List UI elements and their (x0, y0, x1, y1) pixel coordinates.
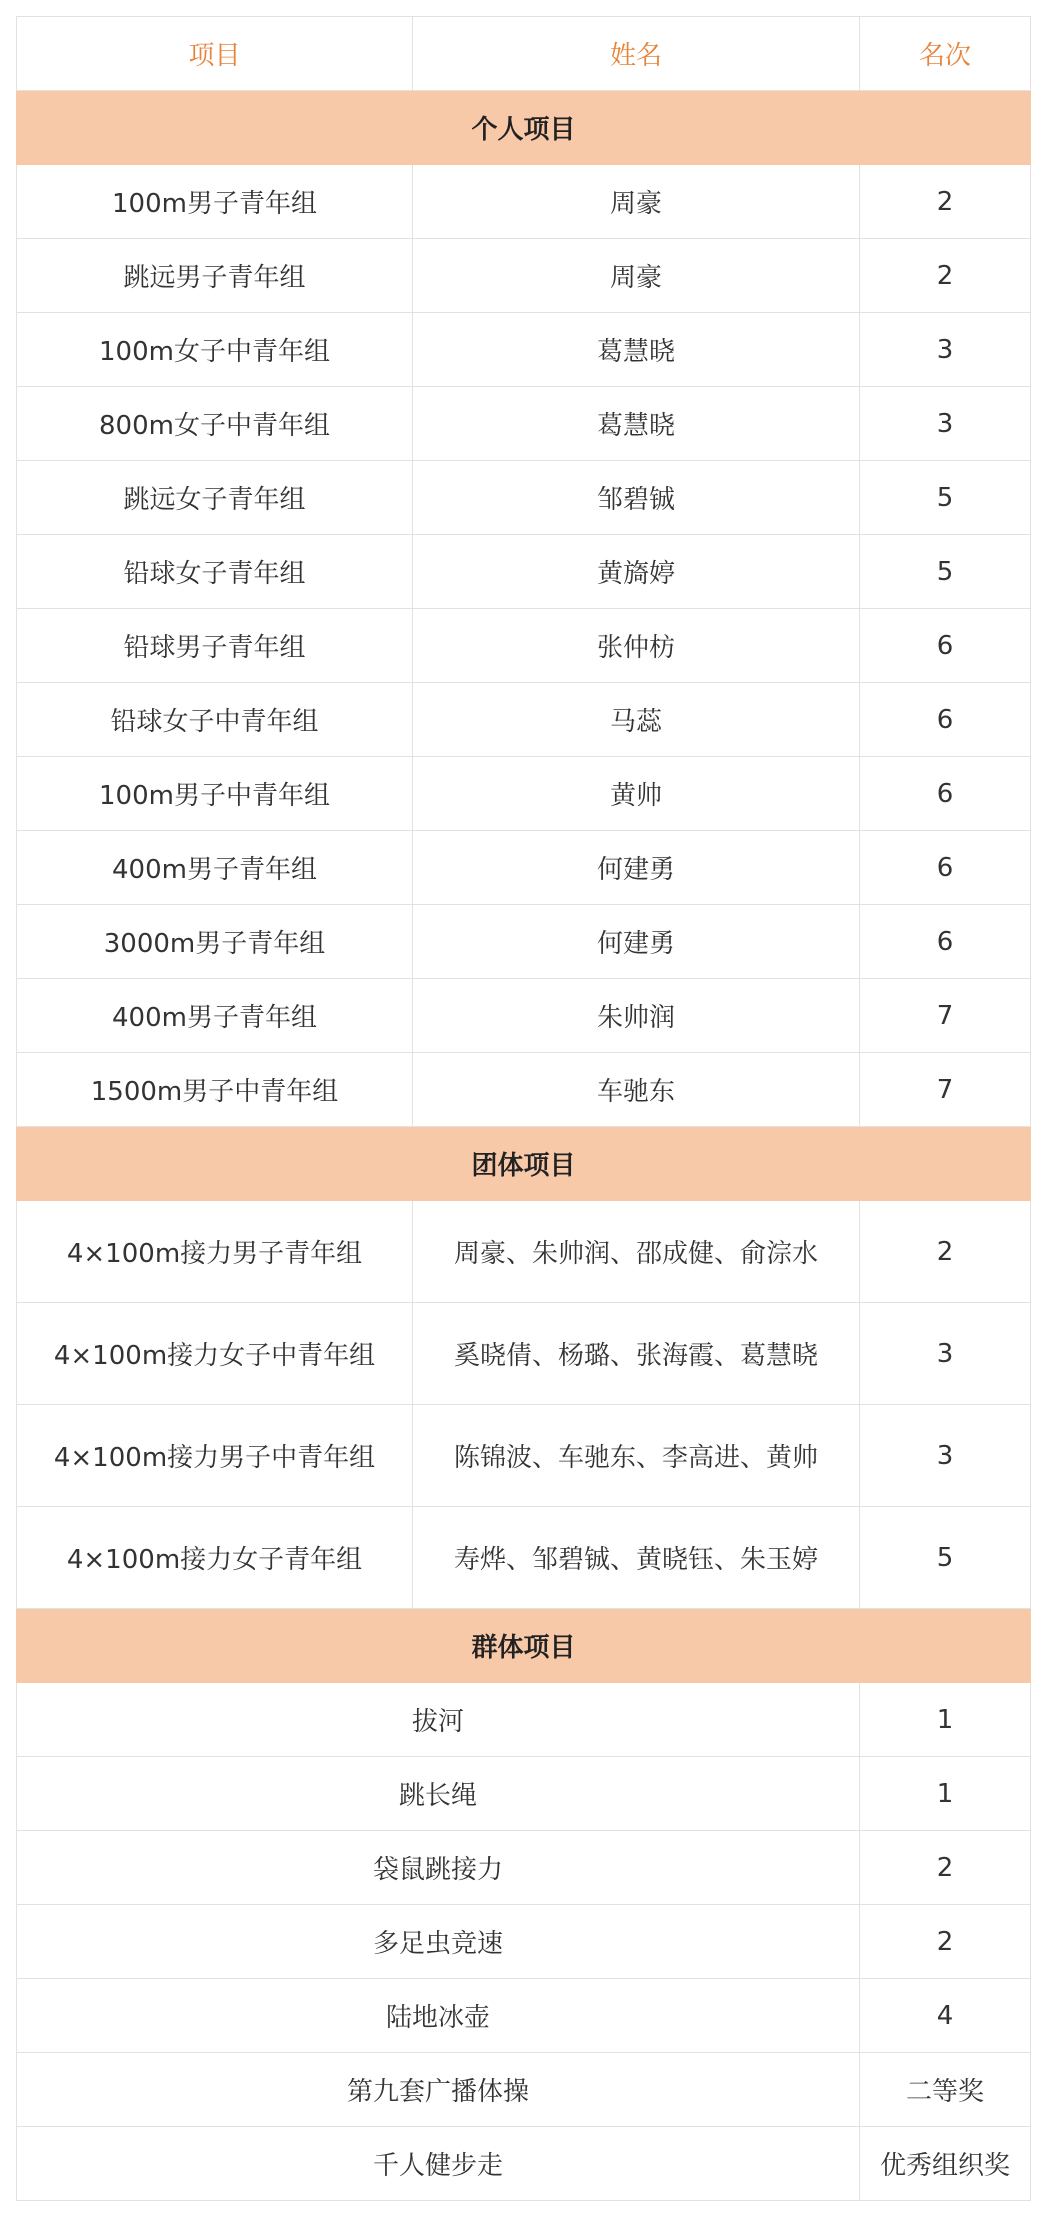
rank-cell: 2 (860, 1905, 1031, 1979)
section-title: 个人项目 (17, 91, 1031, 165)
table-row (17, 1303, 1031, 1405)
name-cell: 张仲枋 (413, 609, 860, 683)
table-row (17, 2127, 1031, 2201)
table-row (17, 609, 1031, 683)
rank-cell: 7 (860, 979, 1031, 1053)
table-row (17, 757, 1031, 831)
event-cell: 千人健步走 (17, 2127, 860, 2201)
name-cell: 马蕊 (413, 683, 860, 757)
rank-cell: 3 (860, 1405, 1031, 1507)
event-cell: 第九套广播体操 (17, 2053, 860, 2127)
rank-cell: 二等奖 (860, 2053, 1031, 2127)
rank-cell: 2 (860, 165, 1031, 239)
table-row (17, 165, 1031, 239)
rank-cell: 3 (860, 387, 1031, 461)
name-cell: 葛慧晓 (413, 313, 860, 387)
rank-cell: 6 (860, 609, 1031, 683)
event-cell: 100m女子中青年组 (17, 313, 413, 387)
rank-cell: 5 (860, 535, 1031, 609)
section-title: 群体项目 (17, 1609, 1031, 1683)
event-cell: 跳远女子青年组 (17, 461, 413, 535)
event-cell: 4×100m接力男子中青年组 (17, 1405, 413, 1507)
results-table (16, 16, 1031, 2201)
header-event: 项目 (17, 17, 413, 91)
section-group (17, 1609, 1031, 1683)
event-cell: 铅球男子青年组 (17, 609, 413, 683)
rank-cell: 5 (860, 461, 1031, 535)
table-row (17, 1757, 1031, 1831)
name-cell: 何建勇 (413, 831, 860, 905)
rank-cell: 3 (860, 313, 1031, 387)
table-row (17, 1831, 1031, 1905)
event-cell: 铅球女子青年组 (17, 535, 413, 609)
event-cell: 800m女子中青年组 (17, 387, 413, 461)
table-row (17, 683, 1031, 757)
table-row (17, 1507, 1031, 1609)
table-row (17, 1201, 1031, 1303)
rank-cell: 2 (860, 239, 1031, 313)
event-cell: 400m男子青年组 (17, 979, 413, 1053)
event-cell: 跳远男子青年组 (17, 239, 413, 313)
rank-cell: 优秀组织奖 (860, 2127, 1031, 2201)
rank-cell: 3 (860, 1303, 1031, 1405)
event-cell: 4×100m接力女子中青年组 (17, 1303, 413, 1405)
header-name: 姓名 (413, 17, 860, 91)
table-row (17, 831, 1031, 905)
event-cell: 4×100m接力男子青年组 (17, 1201, 413, 1303)
table-row (17, 1979, 1031, 2053)
event-cell: 陆地冰壶 (17, 1979, 860, 2053)
name-cell: 寿烨、邹碧铖、黄晓钰、朱玉婷 (413, 1507, 860, 1609)
event-cell: 跳长绳 (17, 1757, 860, 1831)
section-title: 团体项目 (17, 1127, 1031, 1201)
table-row (17, 1905, 1031, 1979)
name-cell: 邹碧铖 (413, 461, 860, 535)
event-cell: 4×100m接力女子青年组 (17, 1507, 413, 1609)
name-cell: 周豪、朱帅润、邵成健、俞淙水 (413, 1201, 860, 1303)
rank-cell: 2 (860, 1831, 1031, 1905)
name-cell: 奚晓倩、杨璐、张海霞、葛慧晓 (413, 1303, 860, 1405)
name-cell: 朱帅润 (413, 979, 860, 1053)
event-cell: 拔河 (17, 1683, 860, 1757)
table-row (17, 1683, 1031, 1757)
table-row (17, 905, 1031, 979)
event-cell: 铅球女子中青年组 (17, 683, 413, 757)
name-cell: 葛慧晓 (413, 387, 860, 461)
table-row (17, 1405, 1031, 1507)
name-cell: 周豪 (413, 165, 860, 239)
rank-cell: 7 (860, 1053, 1031, 1127)
name-cell: 黄帅 (413, 757, 860, 831)
rank-cell: 4 (860, 1979, 1031, 2053)
table-header-row (17, 17, 1031, 91)
table-row (17, 239, 1031, 313)
event-cell: 袋鼠跳接力 (17, 1831, 860, 1905)
rank-cell: 6 (860, 683, 1031, 757)
table-row (17, 387, 1031, 461)
rank-cell: 1 (860, 1757, 1031, 1831)
table-row (17, 2053, 1031, 2127)
name-cell: 周豪 (413, 239, 860, 313)
results-table-container (16, 16, 1030, 2201)
table-row (17, 979, 1031, 1053)
table-row (17, 535, 1031, 609)
rank-cell: 5 (860, 1507, 1031, 1609)
table-row (17, 1053, 1031, 1127)
name-cell: 何建勇 (413, 905, 860, 979)
rank-cell: 2 (860, 1201, 1031, 1303)
section-team (17, 1127, 1031, 1201)
rank-cell: 1 (860, 1683, 1031, 1757)
name-cell: 车驰东 (413, 1053, 860, 1127)
event-cell: 100m男子中青年组 (17, 757, 413, 831)
rank-cell: 6 (860, 757, 1031, 831)
table-body (17, 91, 1031, 2201)
header-rank: 名次 (860, 17, 1031, 91)
event-cell: 100m男子青年组 (17, 165, 413, 239)
event-cell: 1500m男子中青年组 (17, 1053, 413, 1127)
event-cell: 多足虫竞速 (17, 1905, 860, 1979)
name-cell: 陈锦波、车驰东、李高进、黄帅 (413, 1405, 860, 1507)
event-cell: 400m男子青年组 (17, 831, 413, 905)
table-row (17, 313, 1031, 387)
table-row (17, 461, 1031, 535)
event-cell: 3000m男子青年组 (17, 905, 413, 979)
name-cell: 黄旖婷 (413, 535, 860, 609)
rank-cell: 6 (860, 905, 1031, 979)
rank-cell: 6 (860, 831, 1031, 905)
section-individual (17, 91, 1031, 165)
